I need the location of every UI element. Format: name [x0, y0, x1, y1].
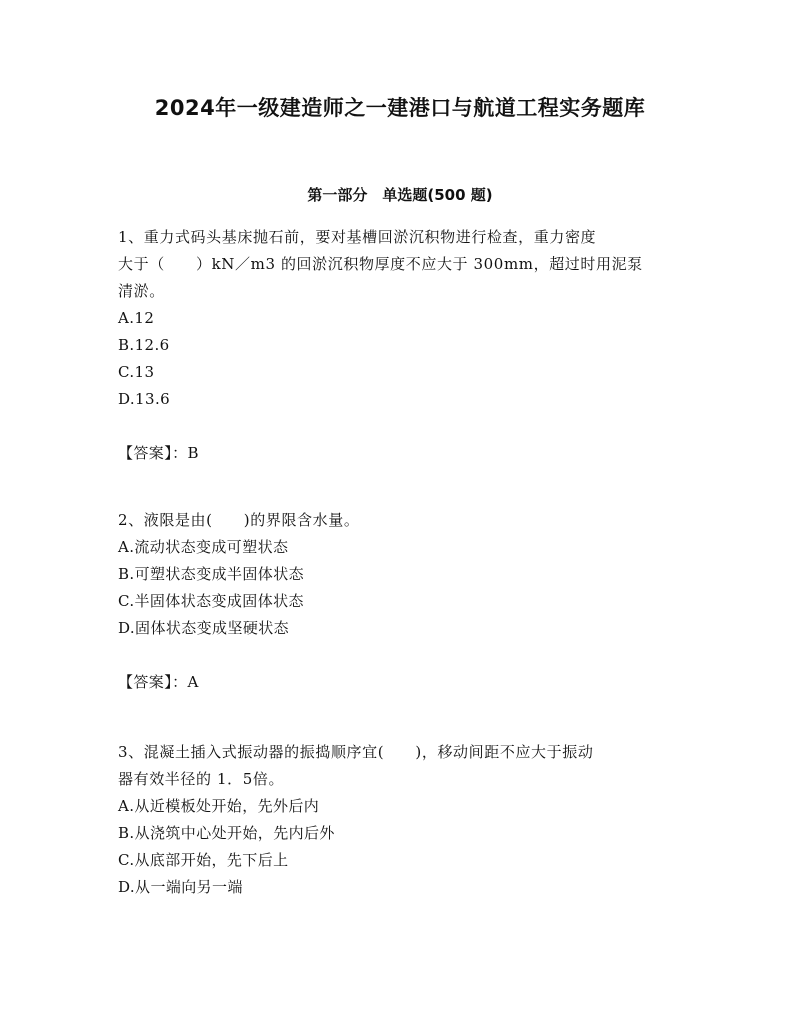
question-stem-line: 2、液限是由( )的界限含水量。: [118, 511, 360, 529]
option-d: D.从一端向另一端: [118, 878, 243, 896]
option-b: B.可塑状态变成半固体状态: [118, 565, 304, 583]
option-b: B.12.6: [118, 336, 170, 354]
option-b: B.从浇筑中心处开始，先内后外: [118, 824, 335, 842]
option-a: A.流动状态变成可塑状态: [118, 538, 289, 556]
question-2: [118, 507, 683, 696]
option-d: D.固体状态变成坚硬状态: [118, 619, 290, 637]
answer-line: [118, 669, 683, 696]
answer-label: 【答案】：: [118, 673, 188, 691]
option-c: C.13: [118, 363, 155, 381]
option-a: A.从近模板处开始，先外后内: [118, 797, 320, 815]
document-title: 2024年一级建造师之一建港口与航道工程实务题库: [154, 96, 646, 120]
answer-label: 【答案】：: [118, 444, 188, 462]
question-stem-line: 1、重力式码头基床抛石前，要对基槽回淤沉积物进行检查，重力密度: [118, 228, 597, 246]
option-c: C.从底部开始，先下后上: [118, 851, 289, 869]
answer-line: [118, 440, 683, 467]
question-stem-line: 器有效半径的 1．5倍。: [118, 770, 285, 788]
question-stem-line: 大于（ ）kN／m3 的回淤沉积物厚度不应大于 300mm，超过时用泥泵: [118, 255, 643, 273]
answer-value: B: [187, 444, 199, 462]
question-1: [118, 224, 683, 467]
option-a: A.12: [118, 309, 155, 327]
option-c: C.半固体状态变成固体状态: [118, 592, 304, 610]
question-3: [118, 739, 683, 901]
section-title: 第一部分 单选题(500 题): [307, 186, 493, 204]
question-stem-line: 3、混凝土插入式振动器的振捣顺序宜( )，移动间距不应大于振动: [118, 743, 594, 761]
question-stem-line: 清淤。: [118, 282, 165, 300]
option-d: D.13.6: [118, 390, 171, 408]
answer-value: A: [187, 673, 199, 691]
